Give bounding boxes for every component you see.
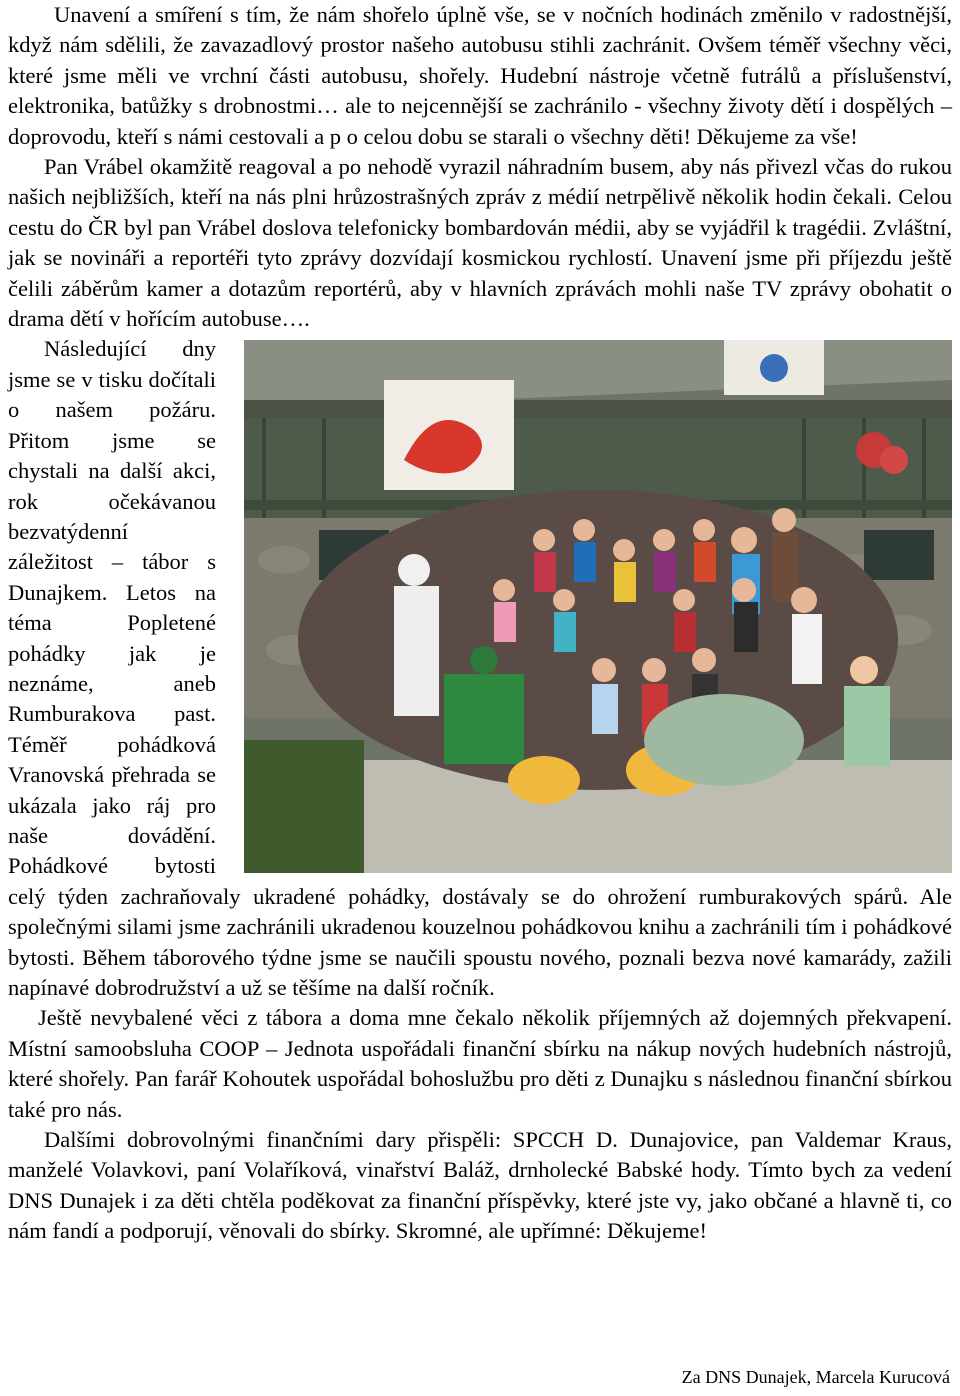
signature: Za DNS Dunajek, Marcela Kurucová <box>681 1367 950 1387</box>
paragraph-2: Pan Vrábel okamžitě reagoval a po nehodě vyrazil náhradním busem, aby nás přivezl včas do rukou našich nejbližších, kteří na nás plni hrůzostrašných zpráv z médií netrpělivě několik hodin čekali. Celou cestu do ČR byl pan Vrábel doslova telefonicky bombardován médii, aby se vyjádřil k tragédii. Zvláštní, jak se novináři a reportéři tyto zprávy dozvídají kosmickou rychlostí. Unavení jsme při příjezdu ještě čelili záběrům kamer a dotazům reportérů, aby v hlavních zprávách mohli naše TV zprávy obohatit o drama dětí v hořícím autobuse…. <box>8 154 952 332</box>
photo-and-text-wrap <box>8 334 952 1003</box>
group-photo <box>244 340 952 873</box>
paragraph-5: Dalšími dobrovolnými finančními dary přispěli: SPCCH D. Dunajovice, pan Valdemar Kraus, manželé Volavkovi, paní Volaříková, vinařství Baláž, drnholecké Babské hody. Tímto bych za vedení DNS Dunajek i za děti chtěla poděkovat za finanční příspěvky, které jste vy, jako občané a hlavně ti, co nám fandí a podporují, věnovali do sbírky. Skromné, ale upřímné: Děkujeme! <box>8 1127 952 1244</box>
paragraph-3: Následující dny jsme se v tisku dočítali o našem požáru. Přitom jsme se chystali na další akci, rok očekávanou bezvatýdenní záležitost – tábor s Dunajkem. Letos na téma Popletené pohádky jak je neznáme, aneb Rumburakova past. Téměř pohádková Vranovská přehrada se ukázala jako ráj pro naše dovádění. Pohádkové bytosti celý týden zachraňovaly ukradené pohádky, dostávaly se do ohrožení rumburakových spárů. Ale společnými silami jsme zachránili ukradenou kouzelnou pohádkovou knihu a zachránili tím i pohádkové bytosti. Během táborového týdne jsme se naučili spoustu nového, poznali bezva nové kamarády, zažili napínavé dobrodružství a už se těšíme na další ročník. <box>8 336 952 1000</box>
paragraph-4: Ještě nevybalené věci z tábora a doma mne čekalo několik příjemných až dojemných překvapení. Místní samoobsluha COOP – Jednota uspořádali finanční sbírku na nákup nových hudebních nástrojů, které shořely. Pan farář Kohoutek uspořádal bohoslužbu pro děti z Dunajku s následnou finanční sbírkou také pro nás. <box>8 1005 952 1122</box>
paragraph-1: Unavení a smíření s tím, že nám shořelo úplně vše, se v nočních hodinách změnilo v radostnější, když nám sdělili, že zavazadlový prostor našeho autobusu stihli zachránit. Ovšem téměř všechny věci, které jsme měli ve vrchní části autobusu, shořely. Hudební nástroje včetně futrálů a příslušenství, elektronika, batůžky s drobnostmi… ale to nejcennější se zachránilo - všechny životy dětí i dospělých – doprovodu, kteří s námi cestovali a p o celou dobu se starali o všechny děti! Děkujeme za vše! <box>8 2 952 149</box>
